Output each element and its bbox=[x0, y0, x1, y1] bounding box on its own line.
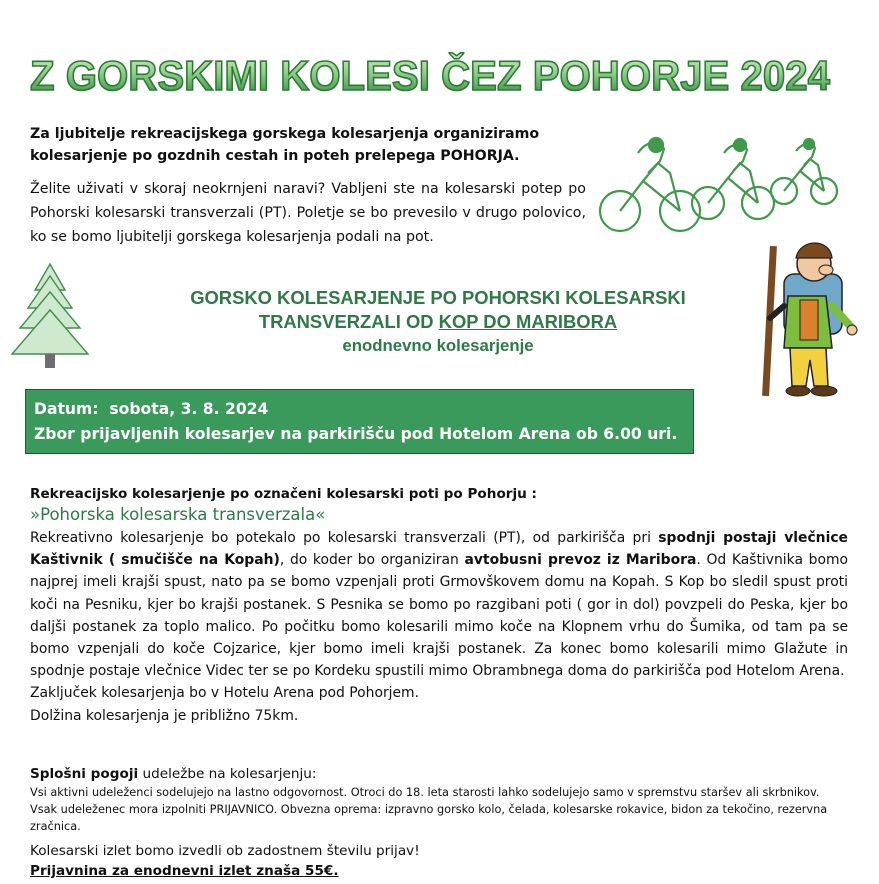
route-text: Rekreativno kolesarjenje bo potekalo po kolesarski transverzali (PT), od parkirišča pri bbox=[30, 530, 659, 546]
conditions-heading bbox=[30, 764, 850, 784]
page-title bbox=[0, 8, 879, 103]
event-heading-line3: enodnevno kolesarjenje bbox=[342, 336, 534, 355]
route-bold: avtobusni prevoz iz Maribora bbox=[464, 552, 697, 569]
route-heading: Rekreacijsko kolesarjenje po označeni kolesarski poti po Pohorju : bbox=[30, 486, 537, 502]
cyclists-illustration bbox=[598, 133, 838, 235]
route-description bbox=[30, 527, 848, 727]
hiker-illustration bbox=[756, 236, 860, 404]
date-label: Datum: bbox=[34, 400, 99, 418]
registration-fee: Prijavnina za enodnevni izlet znaša 55€. bbox=[30, 863, 339, 879]
event-heading bbox=[120, 286, 756, 358]
meeting-info: Zbor prijavljenih kolesarjev na parkirišču pod Hotelom Arena ob 6.00 uri. bbox=[34, 425, 678, 443]
conditions-note: Kolesarski izlet bomo izvedli ob zadostnem številu prijav! bbox=[30, 843, 420, 859]
route-text: , do koder bo organiziran bbox=[279, 552, 465, 569]
event-heading-line2-underlined: KOP DO MARIBORA bbox=[438, 311, 618, 332]
intro-bold-line: Za ljubitelje rekreacijskega gorskega kolesarjenja organiziramo bbox=[30, 126, 540, 142]
cyclist-icon bbox=[600, 138, 700, 231]
route-paragraph bbox=[30, 527, 848, 682]
event-heading-line2 bbox=[120, 310, 756, 334]
conditions-text: Vsi aktivni udeleženci sodelujejo na lastno odgovornost. Otroci do 18. leta starosti lahko sodelujejo samo v spremstvu staršev ali skrbnikov. Vsak udeleženec mora izpolniti PRIJAVNICO. Obvezna oprema: izpravno gorsko kolo, čelada, kolesarske rokavice, bidon za tekočino, rezervna zračnica. bbox=[30, 786, 828, 833]
page-title-text: Z GORSKIMI KOLESI ČEZ POHORJE 2024 bbox=[30, 52, 866, 99]
pine-tree-icon bbox=[10, 262, 90, 370]
route-name: »Pohorska kolesarska transverzala« bbox=[30, 505, 326, 524]
route-conclusion: Zaključek kolesarjenja bo v Hotelu Arena pod Pohorjem. bbox=[30, 685, 420, 702]
route-text: . Od Kaštivnika bomo najprej imeli krajši spust, nato pa se bomo vzpenjali proti Grmovškovem domu na Kopah. S Kop bo sledil spust proti koči na Pesniku, kjer bo krajši postanek. S Pesnika se bomo po razgibani poti ( gor in dol) povzpeli do Peska, kjer bo daljši postanek za toplo malico. Po počitku bomo kolesarili mimo koče na Klopnem vrhu do Šumika, od tam pa se bomo vzpenjali do koče Cojzarice, kjer bomo imeli krajši postanek. Za konec bomo kolesarili mimo Glažute in spodnje postaje vlečnice Videc ter se po Kordeku spustili mimo Obrambnega doma do parkirišča pod Hotelom Arena. bbox=[30, 552, 848, 680]
date-box bbox=[25, 389, 694, 454]
event-heading-line2-prefix: TRANSVERZALI OD bbox=[258, 311, 439, 332]
intro-bold-line: kolesarjenje po gozdnih cestah in poteh prelepega POHORJA. bbox=[30, 148, 520, 164]
date-value: sobota, 3. 8. 2024 bbox=[109, 400, 269, 418]
conditions-heading-rest: udeležbe na kolesarjenju: bbox=[138, 766, 317, 782]
cyclist-icon bbox=[692, 139, 774, 219]
intro-text: Želite uživati v skoraj neokrnjeni naravi? Vabljeni ste na kolesarski potep po Pohorski kolesarski transverzali (PT). Poletje se bo prevesilo v drugo polovico, ko se bomo ljubitelji gorskega kolesarjenja podali na pot. bbox=[30, 181, 586, 245]
cyclist-icon bbox=[771, 139, 837, 204]
event-heading-line1: GORSKO KOLESARJENJE PO POHORSKI KOLESARSKI bbox=[190, 287, 686, 308]
intro-bold bbox=[30, 123, 580, 167]
route-length: Dolžina kolesarjenja je približno 75km. bbox=[30, 707, 299, 724]
route-bold: spodnji postaji vlečnice Kaštivnik ( smučišče na Kopah) bbox=[30, 530, 848, 569]
conditions-heading-bold: Splošni pogoji bbox=[30, 766, 139, 782]
date-line bbox=[34, 397, 685, 422]
